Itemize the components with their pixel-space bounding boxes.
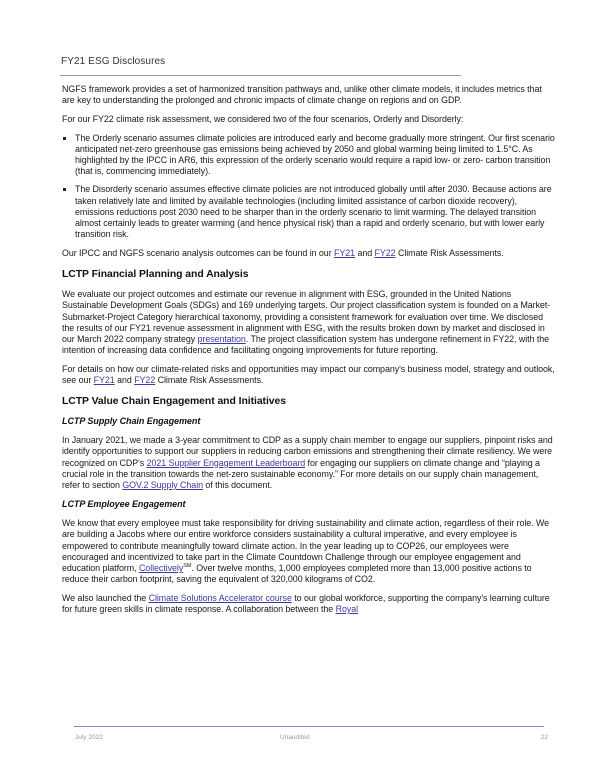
gov2-supply-chain-link[interactable]: GOV.2 Supply Chain (122, 480, 203, 491)
supply-chain-paragraph: In January 2021, we made a 3-year commitment to CDP as a supply chain member to engage our suppliers, pinpoint risks and identify opportunities to support our suppliers in reducing carbon emissions and strengthening their climate resiliency. We were recognized on CDP's 2021 Supplier Engagement Leaderboard for engaging our suppliers on climate change and “playing a crucial role in the transition towards the net-zero sustainable economy.” For more details on our supply chain management, refer to section GOV.2 Supply Chain of this document. (62, 435, 553, 491)
page-content (62, 84, 556, 623)
scenario-outcomes-paragraph: Our IPCC and NGFS scenario analysis outcomes can be found in our FY21 and FY22 Climate Risk Assessments. (62, 247, 504, 258)
supplier-leaderboard-link[interactable]: 2021 Supplier Engagement Leaderboard (146, 457, 306, 468)
subheading-employee: LCTP Employee Engagement (62, 499, 186, 510)
footer-date: July 2022 (75, 734, 103, 741)
service-mark: SM (183, 563, 192, 570)
section-heading-financial: LCTP Financial Planning and Analysis (62, 269, 249, 281)
collectively-link[interactable]: Collectively (138, 563, 184, 574)
fy21-link-2[interactable]: FY21 (93, 375, 115, 386)
fy21-link[interactable]: FY21 (334, 247, 356, 258)
financial-details-paragraph: For details on how our climate-related risks and opportunities may impact our company's business model, strategy and outlook, see our FY21 and FY22 Climate Risk Assessments. (62, 363, 555, 386)
royal-link[interactable]: Royal (335, 604, 359, 615)
scenario-disorderly: The Disorderly scenario assumes effective climate policies are not introduced globally until after 2030. Because actions are taken relatively late and limited by available technologies (including limited assistance of carbon dioxide recovery), emissions reductions post 2030 need to be sharper than in the orderly scenario to limit warming. The delayed transition almost certainly leads to greater warming (and hence physical risk) than a rapid and orderly scenario, but with lower early transition risk. (75, 184, 556, 240)
section-heading-value-chain: LCTP Value Chain Engagement and Initiatives (62, 396, 286, 408)
page-header: FY21 ESG Disclosures (61, 56, 166, 67)
footer-audit-status: Unaudited (280, 734, 310, 741)
financial-paragraph: We evaluate our project outcomes and estimate our revenue in alignment with ESG, grounded in the United Nations Sustainable Development Goals (SDGs) and 169 underlying targets. Our project classification system is founded on a Market-Submarket-Project Category hierarchical taxonomy, providing a consistent framework for evaluation over time. We disclosed the results of our FY21 revenue assessment in alignment with ESG, with the results broken down by market and disclosed in our March 2022 company strategy presentation. The project classification system has undergone refinement in FY22, with the intention of increasing data confidence and facilitating ongoing improvements for future reporting. (62, 289, 551, 356)
presentation-link[interactable]: presentation (197, 333, 246, 344)
footer-divider (74, 726, 544, 727)
fy22-link[interactable]: FY22 (374, 247, 396, 258)
subheading-supply-chain: LCTP Supply Chain Engagement (62, 416, 201, 427)
accelerator-paragraph: We also launched the Climate Solutions Accelerator course to our global workforce, supporting the company's learning culture for future green skills in climate response. A collaboration between the Royal (62, 593, 550, 615)
intro-paragraph-ngfs: NGFS framework provides a set of harmonized transition pathways and, unlike other climate models, it includes metrics that are key to understanding the prolonged and chronic impacts of climate change on regions and on GDP. (62, 84, 542, 106)
employee-paragraph: We know that every employee must take responsibility for driving sustainability and climate action, regardless of their role. We are building a Jacobs where our entire workforce considers sustainability a cultural imperative, and every employee is empowered to contribute meaningfully toward climate action. In the year leading up to COP26, our employees were encouraged and incentivized to take part in the Climate Countdown Challenge through our employee engagement and education platform, Collectively℠. Over twelve months, 1,000 employees completed more than 13,000 positive actions to reduce their carbon footprint, saving the equivalent of 320,000 kilograms of CO2. (62, 518, 550, 585)
fy22-link-2[interactable]: FY22 (134, 375, 156, 386)
intro-paragraph-scenarios: For our FY22 climate risk assessment, we considered two of the four scenarios, Orderly and Disorderly: (62, 113, 464, 124)
scenario-orderly: The Orderly scenario assumes climate policies are introduced early and become gradually more stringent. Our first scenario anticipated net-zero greenhouse gas emissions being achieved by 2050 and global warming being limited to 1.5°C. As highlighted by the IPCC in AR6, this expression of the orderly scenario would require a rapid low- or zero- carbon transition (that is, commencing immediately). (75, 132, 555, 177)
page-number: 22 (540, 734, 548, 741)
climate-solutions-course-link[interactable]: Climate Solutions Accelerator course (148, 593, 292, 603)
header-divider (60, 75, 461, 76)
scenario-list (62, 133, 556, 241)
